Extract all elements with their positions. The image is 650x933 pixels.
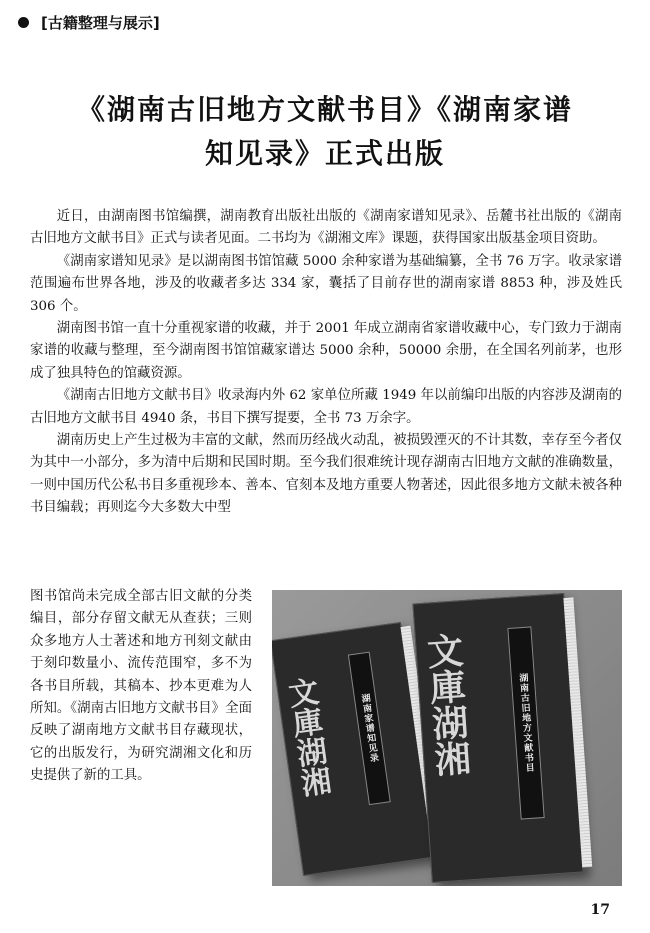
paragraph-3: 湖南图书馆一直十分重视家谱的收藏，并于 2001 年成立湖南省家谱收藏中心，专门致力于湖南家谱的收藏与整理，至今湖南图书馆馆藏家谱达 5000 余种，50000 余册，在全国名列前茅，也形成了独具特色的馆藏资源。 <box>30 321 622 381</box>
book-cover-photo <box>272 590 622 886</box>
book-family-records <box>272 622 434 876</box>
section-tag <box>18 12 160 33</box>
bullet-icon <box>18 17 29 28</box>
paragraph-1: 近日，由湖南图书馆编撰，湖南教育出版社出版的《湖南家谱知见录》、岳麓书社出版的《湖南古旧地方文献书目》正式与读者见面。二书均为《湖湘文库》课题，获得国家出版基金项目资助。 <box>30 209 622 247</box>
section-tag-label: [古籍整理与展示] <box>41 14 160 32</box>
article-body <box>30 206 622 520</box>
book1-seal-text: 文庫湖湘 <box>280 675 333 800</box>
article-title-line-2: 知见录》正式出版 <box>204 137 445 170</box>
paragraph-5-continued: 图书馆尚未完成全部古旧文献的分类编目，部分存留文献无从查获；三则众多地方人士著述和地方刊刻文献由于刻印数量小、流传范围窄，多不为各书目所载，其稿本、抄本更难为人所知。《湖南古旧地方文献书目》全面反映了湖南地方文献书目存藏现状，它的出版发行，为研究湖湘文化和历史提供了新的工具。 <box>30 589 252 784</box>
paragraph-5: 湖南历史上产生过极为丰富的文献，然而历经战火动乱，被损毁湮灭的不计其数，幸存至今者仅为其中一小部分，多为清中后期和民国时期。至今我们很难统计现存湖南古旧地方文献的准确数量，一则中国历代公私书目多重视珍本、善本、官刻本及地方重要人物著述，因此很多地方文献未被各种书目编载；再则迄今大多数大中型 <box>30 433 622 516</box>
article-title-line-1: 《湖南古旧地方文献书目》《湖南家谱 <box>76 93 573 126</box>
book-local-documents <box>412 593 583 883</box>
book2-title-label: 湖南古旧地方文献书目 <box>507 626 544 819</box>
paragraph-4: 《湖南古旧地方文献书目》收录海内外 62 家单位所藏 1949 年以前编印出版的内容涉及湖南的古旧地方文献书目 4940 条，书目下撰写提要，全书 73 万余字。 <box>30 388 622 426</box>
book2-seal-text: 文庫湖湘 <box>420 631 473 778</box>
book1-title-label: 湖南家谱知见录 <box>348 652 391 806</box>
paragraph-2: 《湖南家谱知见录》是以湖南图书馆馆藏 5000 余种家谱为基础编纂，全书 76 万字。收录家谱范围遍布世界各地，涉及的收藏者多达 334 家，囊括了目前存世的湖南家谱 8853 种，涉及姓氏 306 个。 <box>30 253 622 314</box>
page-number: 17 <box>590 902 610 918</box>
